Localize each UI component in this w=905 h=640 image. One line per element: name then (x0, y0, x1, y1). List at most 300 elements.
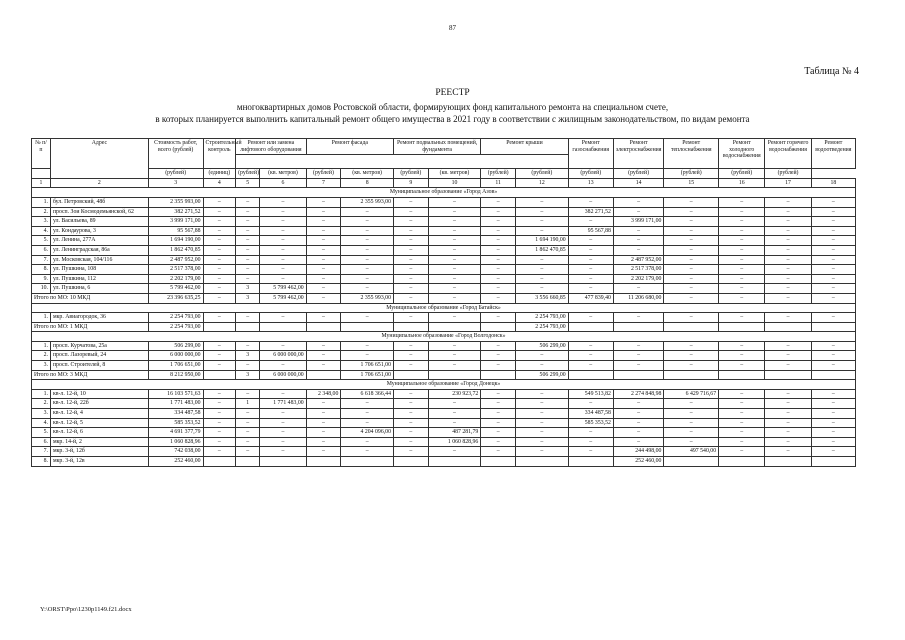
table-row (32, 217, 856, 227)
value-cell: – (428, 409, 481, 419)
value-cell: – (811, 207, 855, 217)
value-cell: 2 254 793,00 (148, 313, 203, 323)
total-value: – (306, 293, 341, 303)
value-cell: 2 202 179,00 (613, 274, 664, 284)
value-cell: – (428, 341, 481, 351)
value-cell: – (236, 389, 260, 399)
unit-cell: (рублей) (516, 169, 569, 179)
value-cell: – (236, 217, 260, 227)
unit-cell: (кв. метров) (341, 169, 394, 179)
total-value (765, 370, 811, 380)
total-value (306, 322, 341, 332)
address-cell: мкр. 3-й, 12б (50, 447, 148, 457)
value-cell: – (664, 341, 719, 351)
value-cell: – (811, 428, 855, 438)
value-cell: 3 999 171,00 (148, 217, 203, 227)
value-cell: – (260, 389, 306, 399)
value-cell: – (811, 274, 855, 284)
value-cell: – (306, 409, 341, 419)
value-cell: – (719, 284, 765, 294)
total-value (341, 322, 394, 332)
total-value: 506 299,00 (516, 370, 569, 380)
value-cell: – (568, 265, 613, 275)
document-title: РЕЕСТР (435, 88, 470, 98)
unit-cell: (кв. метров) (428, 169, 481, 179)
value-cell: – (568, 361, 613, 371)
value-cell: – (341, 409, 394, 419)
value-cell: – (765, 437, 811, 447)
value-cell: – (664, 313, 719, 323)
total-value (393, 322, 428, 332)
row-number: 1. (32, 197, 51, 207)
address-cell: кв-л. 12-й, 22б (50, 399, 148, 409)
total-value: 2 355 993,00 (341, 293, 394, 303)
document-subtitle (0, 101, 905, 125)
value-cell: 5 799 462,00 (260, 284, 306, 294)
value-cell: – (568, 447, 613, 457)
table-row (32, 313, 856, 323)
value-cell: – (568, 437, 613, 447)
address-cell: просп. Лазоревый, 24 (50, 351, 148, 361)
value-cell: – (236, 418, 260, 428)
value-cell: – (203, 389, 236, 399)
value-cell: – (393, 341, 428, 351)
value-cell (260, 457, 306, 467)
value-cell: 6 000 000,00 (260, 351, 306, 361)
value-cell: – (664, 274, 719, 284)
units-row (32, 169, 856, 179)
value-cell: – (664, 284, 719, 294)
value-cell: – (428, 447, 481, 457)
total-value (664, 370, 719, 380)
column-number: 9 (393, 178, 428, 188)
value-cell: – (719, 351, 765, 361)
value-cell (481, 457, 516, 467)
page-number: 87 (449, 24, 456, 32)
value-cell: – (260, 428, 306, 438)
value-cell: – (428, 236, 481, 246)
value-cell: – (306, 226, 341, 236)
value-cell: – (481, 274, 516, 284)
value-cell: – (341, 255, 394, 265)
value-cell: 382 271,52 (568, 207, 613, 217)
total-value: 5 799 462,00 (260, 293, 306, 303)
total-value: – (428, 293, 481, 303)
value-cell: 1 706 651,00 (341, 361, 394, 371)
value-cell: 742 038,00 (148, 447, 203, 457)
value-cell: 2 254 793,00 (516, 313, 569, 323)
value-cell: – (393, 265, 428, 275)
table-row (32, 284, 856, 294)
value-cell: – (203, 245, 236, 255)
column-number: 2 (50, 178, 148, 188)
row-number: 2. (32, 351, 51, 361)
unit-cell: (рублей) (236, 169, 260, 179)
value-cell: 334 487,58 (568, 409, 613, 419)
value-cell: – (613, 313, 664, 323)
col-address-header: Адрес (50, 139, 148, 179)
value-cell: – (719, 245, 765, 255)
value-cell: 334 487,58 (148, 409, 203, 419)
address-cell: мкр. Авиагородок, 36 (50, 313, 148, 323)
address-cell: мкр. 14-й, 2 (50, 437, 148, 447)
table-body (32, 188, 856, 466)
total-value: – (664, 293, 719, 303)
value-cell: – (765, 274, 811, 284)
value-cell: – (236, 207, 260, 217)
value-cell: – (481, 361, 516, 371)
value-cell: – (260, 197, 306, 207)
total-value: 23 396 635,25 (148, 293, 203, 303)
value-cell: 252 460,00 (613, 457, 664, 467)
value-cell: 382 271,52 (148, 207, 203, 217)
address-cell: ул. Кондаурова, 3 (50, 226, 148, 236)
value-cell: – (260, 341, 306, 351)
row-number: 3. (32, 361, 51, 371)
total-value (811, 322, 855, 332)
row-number: 3. (32, 409, 51, 419)
value-cell: – (481, 313, 516, 323)
value-cell: 1 694 190,00 (148, 236, 203, 246)
value-cell: – (811, 389, 855, 399)
value-cell: – (306, 437, 341, 447)
value-cell: – (516, 217, 569, 227)
value-cell: – (306, 313, 341, 323)
value-cell: – (393, 207, 428, 217)
value-cell: – (481, 428, 516, 438)
col-heat-header: Ремонт теплоснабжения (664, 139, 719, 169)
col-num-header: № п/п (32, 139, 51, 169)
value-cell: – (393, 437, 428, 447)
column-number: 6 (260, 178, 306, 188)
column-number: 7 (306, 178, 341, 188)
total-value (765, 322, 811, 332)
value-cell: – (428, 226, 481, 236)
value-cell: – (341, 418, 394, 428)
value-cell: – (664, 197, 719, 207)
value-cell: – (428, 274, 481, 284)
table-label: Таблица № 4 (804, 66, 859, 77)
subtitle-line-2: в которых планируется выполнить капитальный ремонт общего имущества в 2021 году в соответствии с жилищным законодательством, по видам ремонта (155, 114, 750, 124)
value-cell: – (613, 207, 664, 217)
value-cell: – (481, 226, 516, 236)
total-value (568, 322, 613, 332)
value-cell: – (236, 447, 260, 457)
value-cell: – (260, 313, 306, 323)
value-cell: 2 202 179,00 (148, 274, 203, 284)
value-cell: – (568, 341, 613, 351)
value-cell: – (341, 265, 394, 275)
total-value: – (393, 293, 428, 303)
value-cell: – (664, 255, 719, 265)
value-cell: – (719, 428, 765, 438)
total-value: 6 000 000,00 (260, 370, 306, 380)
row-number: 1. (32, 389, 51, 399)
value-cell: 2 487 952,00 (148, 255, 203, 265)
row-number: 6. (32, 245, 51, 255)
row-number: 3. (32, 217, 51, 227)
value-cell: – (719, 197, 765, 207)
value-cell: – (481, 207, 516, 217)
value-cell: – (306, 351, 341, 361)
value-cell: – (765, 197, 811, 207)
value-cell: – (341, 437, 394, 447)
value-cell: 6 429 716,67 (664, 389, 719, 399)
table-row (32, 341, 856, 351)
value-cell: – (811, 217, 855, 227)
total-value (719, 322, 765, 332)
value-cell: – (203, 236, 236, 246)
value-cell: – (719, 399, 765, 409)
value-cell: – (613, 197, 664, 207)
total-value (203, 370, 236, 380)
total-value (203, 322, 236, 332)
total-value (664, 322, 719, 332)
value-cell: – (516, 428, 569, 438)
value-cell: – (481, 418, 516, 428)
value-cell: – (341, 313, 394, 323)
value-cell: 2 355 993,00 (341, 197, 394, 207)
total-value: – (811, 293, 855, 303)
value-cell: – (260, 361, 306, 371)
subtitle-line-1: многоквартирных домов Ростовской области, формирующих фонд капитального ремонта на специальном счете, (236, 102, 669, 112)
section-title: Муниципальное образование «Город Донецк» (32, 380, 856, 390)
value-cell: 16 103 571,63 (148, 389, 203, 399)
value-cell: 549 513,82 (568, 389, 613, 399)
value-cell: – (765, 245, 811, 255)
value-cell: – (568, 255, 613, 265)
row-number: 5. (32, 428, 51, 438)
value-cell: – (260, 226, 306, 236)
value-cell: – (393, 428, 428, 438)
value-cell: – (516, 255, 569, 265)
value-cell: – (203, 255, 236, 265)
table-row (32, 418, 856, 428)
value-cell: – (260, 437, 306, 447)
value-cell: – (664, 217, 719, 227)
table-row (32, 265, 856, 275)
value-cell: – (568, 351, 613, 361)
value-cell: – (765, 217, 811, 227)
value-cell: – (481, 399, 516, 409)
address-cell: кв-л. 12-й, 10 (50, 389, 148, 399)
row-number: 9. (32, 274, 51, 284)
total-value: 2 254 793,00 (148, 322, 203, 332)
value-cell: – (306, 284, 341, 294)
value-cell: – (664, 361, 719, 371)
value-cell: – (765, 447, 811, 457)
value-cell: – (811, 245, 855, 255)
value-cell (516, 457, 569, 467)
value-cell: – (481, 245, 516, 255)
unit-cell: (рублей) (481, 169, 516, 179)
column-number: 18 (811, 178, 855, 188)
value-cell: – (481, 351, 516, 361)
value-cell: 95 567,88 (148, 226, 203, 236)
value-cell: – (236, 197, 260, 207)
value-cell: – (765, 399, 811, 409)
value-cell (203, 457, 236, 467)
value-cell: – (481, 447, 516, 457)
value-cell: – (516, 207, 569, 217)
value-cell: – (236, 236, 260, 246)
value-cell: – (516, 447, 569, 457)
address-cell: просп. Строителей, 8 (50, 361, 148, 371)
value-cell: – (260, 236, 306, 246)
value-cell: – (568, 197, 613, 207)
col-hot-header: Ремонт горячего водоснабжения (765, 139, 811, 169)
value-cell: – (236, 274, 260, 284)
value-cell: – (236, 226, 260, 236)
total-row (32, 322, 856, 332)
value-cell: – (236, 255, 260, 265)
total-value (428, 370, 481, 380)
value-cell: – (393, 236, 428, 246)
total-value: – (203, 293, 236, 303)
value-cell: – (393, 389, 428, 399)
column-numbers-row (32, 178, 856, 188)
row-number: 10. (32, 284, 51, 294)
value-cell: – (664, 236, 719, 246)
value-cell: – (613, 351, 664, 361)
table-row (32, 361, 856, 371)
value-cell: – (719, 255, 765, 265)
value-cell: – (765, 361, 811, 371)
table-row (32, 207, 856, 217)
value-cell (428, 457, 481, 467)
value-cell: – (516, 399, 569, 409)
total-value: 3 (236, 293, 260, 303)
value-cell: – (613, 399, 664, 409)
value-cell: – (765, 341, 811, 351)
value-cell: 230 923,72 (428, 389, 481, 399)
value-cell: 244 498,00 (613, 447, 664, 457)
value-cell: – (306, 399, 341, 409)
value-cell: – (613, 409, 664, 419)
row-number: 7. (32, 255, 51, 265)
value-cell: 2 487 952,00 (613, 255, 664, 265)
col-basement-header: Ремонт подвальных помещений, фундамента (393, 139, 480, 155)
address-cell: ул. Пушкина, 6 (50, 284, 148, 294)
value-cell: – (811, 226, 855, 236)
value-cell: – (811, 341, 855, 351)
column-number: 3 (148, 178, 203, 188)
total-value (568, 370, 613, 380)
table-row (32, 389, 856, 399)
value-cell: – (516, 389, 569, 399)
value-cell: – (664, 418, 719, 428)
value-cell: 2 348,00 (306, 389, 341, 399)
value-cell: – (260, 217, 306, 227)
value-cell: 4 691 377,79 (148, 428, 203, 438)
value-cell: 497 540,00 (664, 447, 719, 457)
value-cell: 506 299,00 (516, 341, 569, 351)
section-title: Муниципальное образование «Город Волгодонск» (32, 332, 856, 342)
value-cell: 2 274 848,98 (613, 389, 664, 399)
value-cell: – (811, 418, 855, 428)
value-cell: – (811, 361, 855, 371)
value-cell: – (613, 226, 664, 236)
row-number: 8. (32, 457, 51, 467)
value-cell: – (428, 351, 481, 361)
value-cell: 506 299,00 (148, 341, 203, 351)
value-cell: – (481, 265, 516, 275)
row-number: 1. (32, 341, 51, 351)
value-cell: – (664, 399, 719, 409)
value-cell: – (260, 255, 306, 265)
section-title: Муниципальное образование «Город Батайск» (32, 303, 856, 313)
value-cell: – (481, 236, 516, 246)
address-cell: ул. Васильева, 89 (50, 217, 148, 227)
total-row (32, 293, 856, 303)
value-cell: – (393, 418, 428, 428)
value-cell: – (306, 428, 341, 438)
value-cell (811, 457, 855, 467)
column-number: 4 (203, 178, 236, 188)
value-cell: 2 355 993,00 (148, 197, 203, 207)
value-cell: – (428, 207, 481, 217)
value-cell: 1 771 483,00 (260, 399, 306, 409)
value-cell (664, 457, 719, 467)
value-cell: – (203, 274, 236, 284)
value-cell: – (481, 197, 516, 207)
value-cell: – (203, 313, 236, 323)
value-cell: – (516, 409, 569, 419)
value-cell: – (203, 197, 236, 207)
value-cell: – (393, 274, 428, 284)
value-cell: – (203, 418, 236, 428)
value-cell: – (393, 226, 428, 236)
total-value: 3 556 660,85 (516, 293, 569, 303)
value-cell: 1 706 651,00 (148, 361, 203, 371)
column-number: 10 (428, 178, 481, 188)
value-cell: 2 517 378,00 (613, 265, 664, 275)
value-cell: – (719, 437, 765, 447)
table-row (32, 447, 856, 457)
value-cell: 1 060 828,96 (148, 437, 203, 447)
value-cell: – (811, 351, 855, 361)
value-cell: – (341, 245, 394, 255)
value-cell: 1 771 483,00 (148, 399, 203, 409)
row-number: 6. (32, 437, 51, 447)
col-cold-header: Ремонт холодного водоснабжения (719, 139, 765, 169)
value-cell: – (719, 418, 765, 428)
unit-cell: (рублей) (719, 169, 765, 179)
value-cell: – (428, 255, 481, 265)
value-cell: 585 353,52 (568, 418, 613, 428)
value-cell: – (203, 447, 236, 457)
row-number: 4. (32, 226, 51, 236)
total-value: 8 212 950,00 (148, 370, 203, 380)
address-cell: кв-л. 12-й, 4 (50, 409, 148, 419)
value-cell: – (568, 428, 613, 438)
unit-cell: (кв. метров) (260, 169, 306, 179)
value-cell: – (516, 265, 569, 275)
value-cell: – (765, 265, 811, 275)
table-row (32, 409, 856, 419)
column-number: 16 (719, 178, 765, 188)
col-roof-header: Ремонт крыши (481, 139, 568, 155)
row-number: 1. (32, 313, 51, 323)
value-cell: – (481, 341, 516, 351)
value-cell: – (203, 437, 236, 447)
value-cell: – (306, 197, 341, 207)
value-cell: – (203, 428, 236, 438)
value-cell: – (260, 207, 306, 217)
total-value (428, 322, 481, 332)
value-cell: – (341, 284, 394, 294)
table-row (32, 351, 856, 361)
